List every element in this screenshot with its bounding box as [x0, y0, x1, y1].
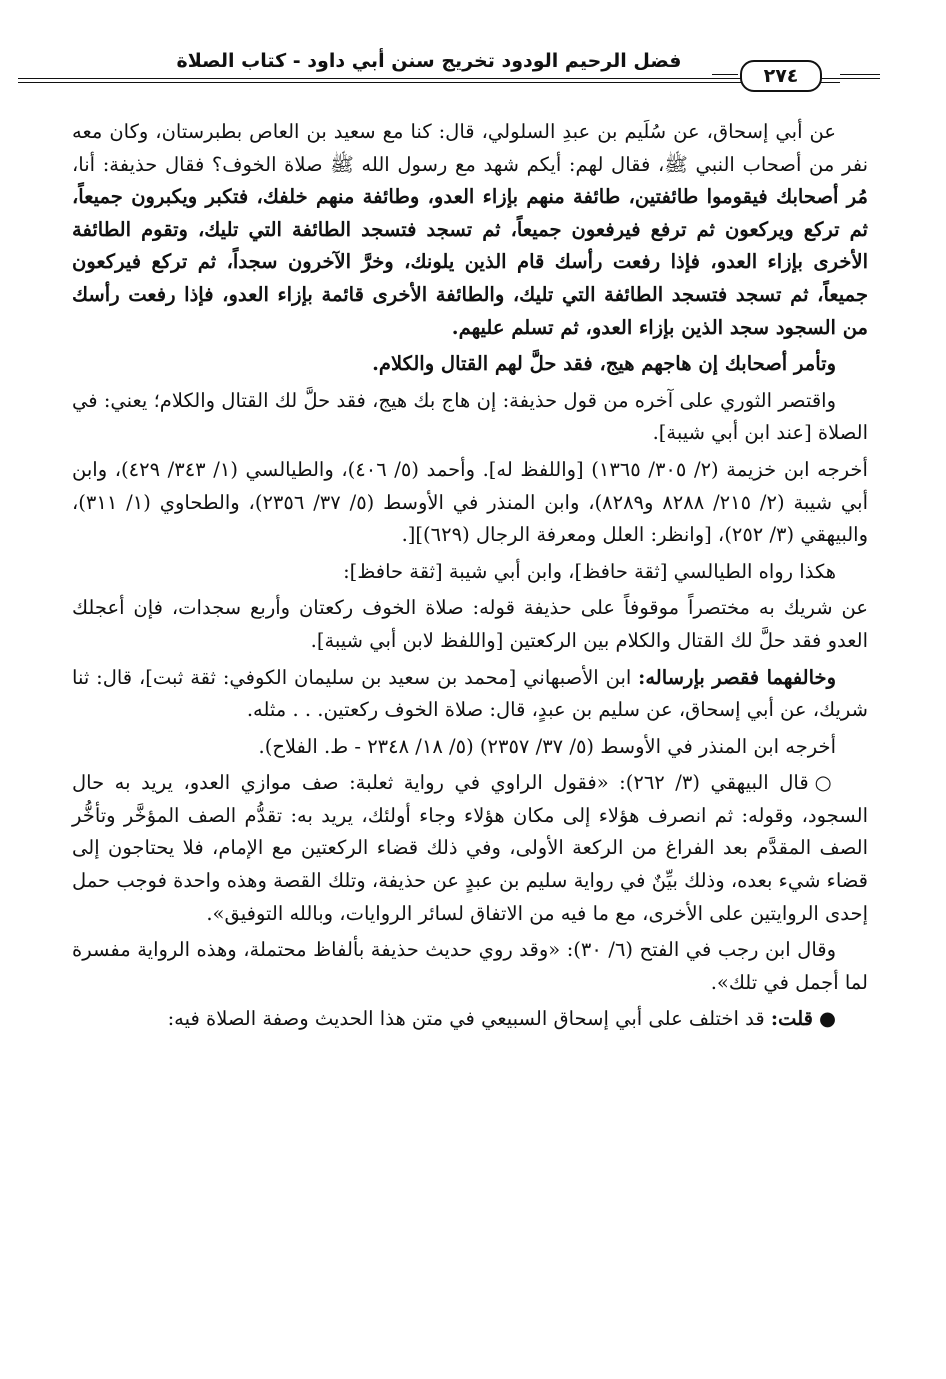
paragraph-qultu — [72, 1003, 868, 1036]
running-title: فضل الرحيم الودود تخريج سنن أبي داود - كتاب الصلاة — [176, 50, 682, 72]
bayhaqi-text: قال البيهقي (٣/ ٢٦٢): «فقول الراوي في رواية ثعلبة: صف موازي العدو، يريد به حال السجود، وقوله: ثم انصرف هؤلاء إلى مكان هؤلاء وجاء أولئك، يريد به: تقدُّم الصف المؤخَّر وتأخُّر الصف المقدَّم بعد الفراغ من الركعة الأولى، وفي ذلك قضاء الركعتين مع الإمام، فلا يحتاجون إلى قضاء شيء بعده، وذلك بيِّنٌ في رواية سليم بن عبدٍ عن حذيفة، وتلك القصة وهذه واحدة فوجب حمل إحدى الروايتين على الأخرى، مع ما فيه من الاتفاق لسائر الروايات، وبالله التوفيق». — [72, 771, 868, 925]
paragraph-hadith — [72, 116, 868, 344]
qultu-lead: قلت: — [770, 1007, 813, 1031]
paragraph-bayhaqi — [72, 767, 868, 930]
circle-bullet-icon: ○ — [814, 771, 836, 795]
hadith-chain: عن أبي إسحاق، عن سُلَيم بن عبدِ السلولي، قال: كنا مع سعيد بن العاص بطبرستان، وكان معه نفر من أصحاب النبي ﷺ، فقال لهم: أيكم شهد مع رسول الله ﷺ صلاة الخوف؟ فقال حذيفة: أنا، — [72, 120, 868, 176]
dot-bullet-icon: ● — [818, 1007, 836, 1031]
mursal-lead: وخالفهما فقصر بإرساله: — [638, 665, 837, 689]
hadith-text: مُر أصحابك فيقوموا طائفتين، طائفة منهم بإزاء العدو، وطائفة منهم خلفك، فتكبر ويكبرون جميعاً، ثم تركع ويركعون ثم ترفع فيرفعون جميعاً، ثم تسجد فتسجد الطائفة التي تليك، وتقوم الطائفة الأخرى بإزاء العدو، فإذا رفعت رأسك قام الذين يلونك، وخرَّ الآخرون سجداً، ثم تركع فيركعون جميعاً، ثم تسجد فتسجد الطائفة التي تليك، والطائفة الأخرى قائمة بإزاء العدو، فإذا رفعت رأسك من السجود سجد الذين بإزاء العدو، ثم تسلم عليهم. — [72, 185, 869, 339]
paragraph-ibn-mundhir: أخرجه ابن المنذر في الأوسط (٥/ ٣٧/ ٢٣٥٧) (٥/ ١٨/ ٢٣٤٨ - ط. الفلاح). — [258, 734, 836, 758]
page-number-dash-right — [840, 74, 880, 79]
paragraph-thawri: واقتصر الثوري على آخره من قول حذيفة: إن هاج بك هيج، فقد حلَّ لك القتال والكلام؛ يعني: في الصلاة [عند ابن أبي شيبة]. — [72, 388, 868, 445]
paragraph-mursal — [72, 662, 868, 727]
page-number-dash-left — [712, 74, 738, 79]
mursal-text: ابن الأصبهاني [محمد بن سعيد بن سليمان الكوفي: ثقة ثبت]، قال: ثنا شريك، عن أبي إسحاق، عن سليم بن عبدٍ، قال: صلاة الخوف ركعتين. . . مثله. — [72, 665, 868, 722]
page-number: ٢٧٤ — [740, 60, 822, 92]
paragraph-hadith-end: وتأمر أصحابك إن هاجهم هيج، فقد حلَّ لهم القتال والكلام. — [372, 352, 836, 376]
paragraph-sharik: عن شريك به مختصراً موقوفاً على حذيفة قوله: صلاة الخوف ركعتان وأربع سجدات، فإن أعجلك العدو فقد حلَّ لك القتال والكلام بين الركعتين [واللفظ لابن أبي شيبة]. — [72, 596, 868, 652]
qultu-text: قد اختلف على أبي إسحاق السبيعي في متن هذا الحديث وصفة الصلاة فيه: — [167, 1007, 771, 1031]
paragraph-narrators: هكذا رواه الطيالسي [ثقة حافظ]، وابن أبي شيبة [ثقة حافظ]: — [343, 559, 836, 583]
paragraph-takhrij: أخرجه ابن خزيمة (٢/ ٣٠٥/ ١٣٦٥) [واللفظ له]. وأحمد (٥/ ٤٠٦)، والطيالسي (١/ ٣٤٣/ ٤٢٩)، وابن أبي شيبة (٢/ ٢١٥/ ٨٢٨٨ و٨٢٨٩)، وابن المنذر في الأوسط (٥/ ٣٧/ ٢٣٥٦)، والطحاوي (١/ ٣١١)، والبيهقي (٣/ ٢٥٢)، [وانظر: العلل ومعرفة الرجال (٦٢٩)][. — [72, 457, 868, 547]
page-body — [72, 116, 868, 1040]
paragraph-ibn-rajab: وقال ابن رجب في الفتح (٦/ ٣٠): «وقد روي حديث حذيفة بألفاظ محتملة، وهذه الرواية مفسرة لما أجمل في تلك». — [72, 938, 868, 994]
